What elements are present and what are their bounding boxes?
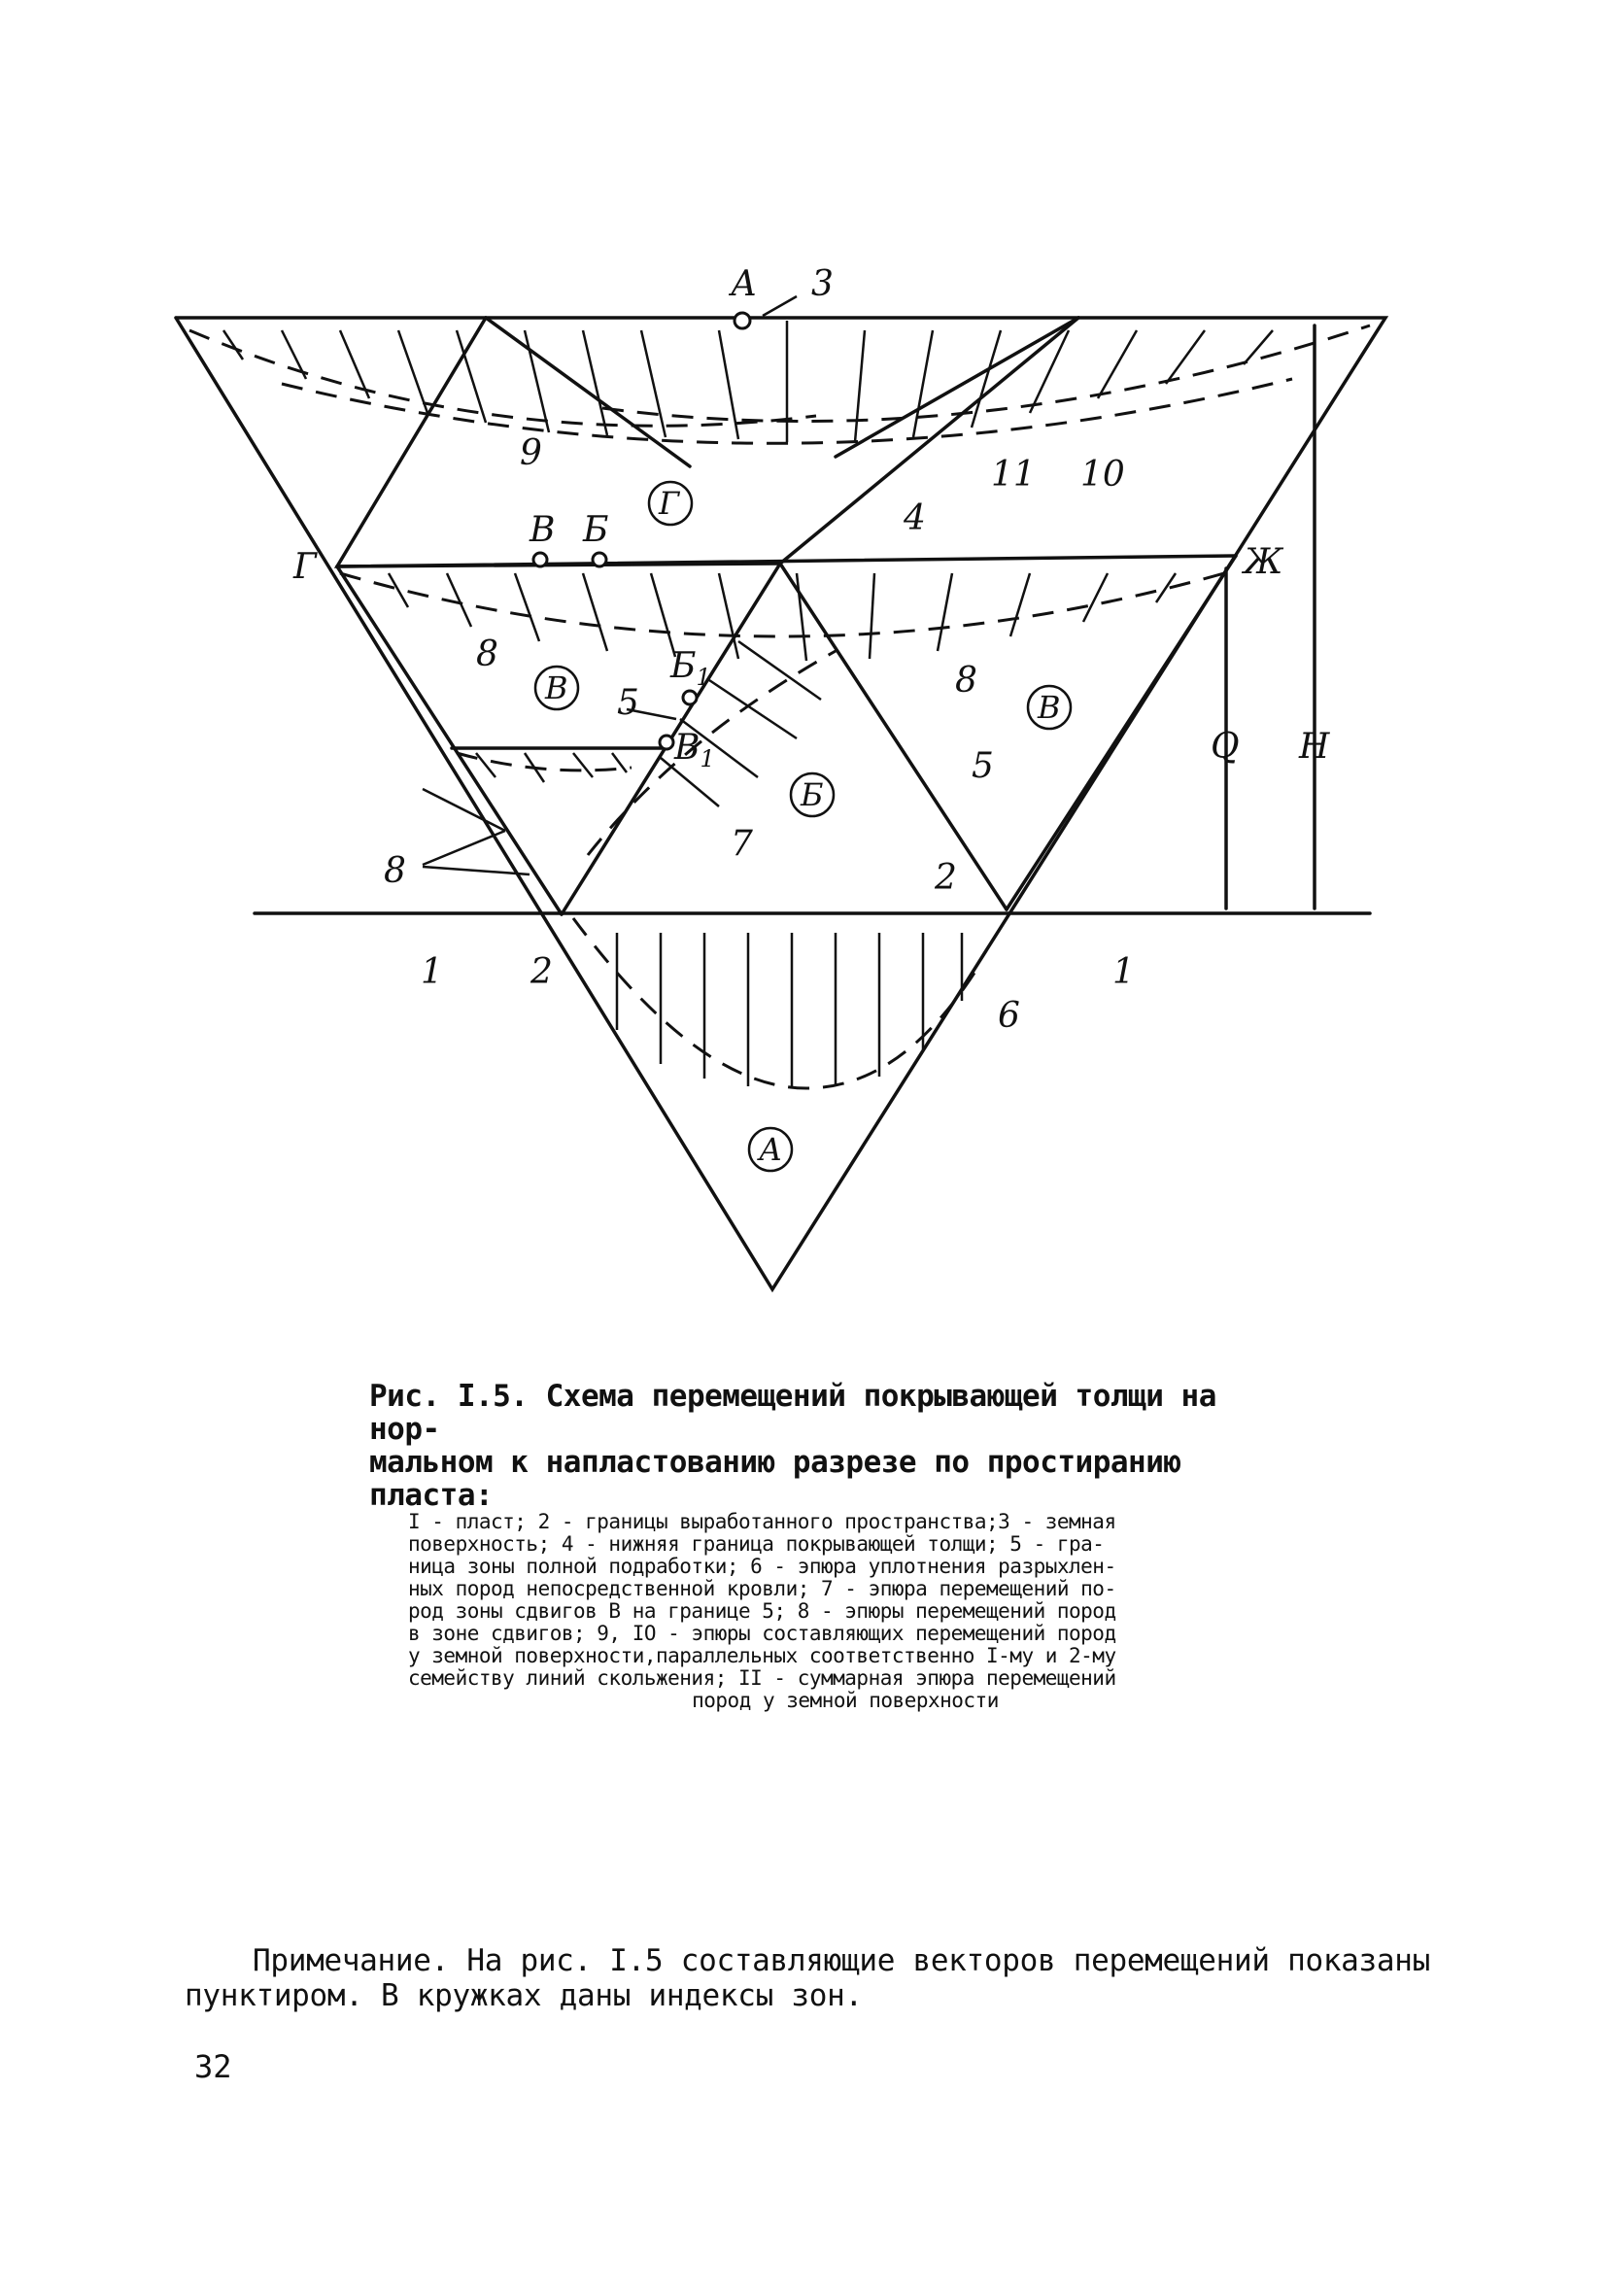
label-6: 6	[998, 996, 1020, 1036]
label-8-right: 8	[955, 661, 977, 701]
point-v-marker	[533, 553, 547, 566]
label-8-left: 8	[476, 634, 498, 674]
boundary-5-right	[780, 564, 1007, 909]
legend-line: род зоны сдвигов В на границе 5; 8 - эпюры перемещений пород	[408, 1599, 1116, 1623]
caption-line-2: мальном к напластованию разрезе по простиранию пласта:	[369, 1445, 1181, 1513]
label-point-v: В	[530, 510, 556, 550]
label-point-g: Г	[293, 547, 317, 587]
zone-label-v-left: В	[545, 669, 568, 706]
label-5-left: 5	[617, 683, 639, 723]
label-10: 10	[1080, 455, 1125, 495]
label-point-b1: $Б_1$	[670, 646, 711, 691]
label-2-right: 2	[935, 858, 957, 898]
label-8-group: 8	[384, 851, 406, 891]
point-v1-marker	[660, 736, 673, 749]
zone-label-g: Г	[659, 485, 680, 522]
point-a-marker	[735, 313, 750, 328]
label-point-b1-sub: 1	[696, 664, 711, 691]
zone-b-outer-lines	[337, 566, 562, 914]
epure-10	[602, 326, 1370, 422]
zone-label-b: Б	[801, 776, 824, 813]
zone-label-a: А	[759, 1131, 783, 1168]
label-9: 9	[520, 433, 542, 473]
legend-line: семейству линий скольжения; II - суммарная эпюра перемещений	[408, 1666, 1116, 1690]
label-7: 7	[731, 824, 753, 864]
label-q: Q	[1211, 727, 1240, 767]
label-point-v1-sub: 1	[700, 745, 715, 772]
label-5-right: 5	[972, 746, 994, 786]
legend-line: поверхность; 4 - нижняя граница покрывающей толщи; 5 - гра-	[408, 1532, 1105, 1556]
label-point-zh: Ж	[1244, 542, 1283, 582]
point-b1-marker	[683, 691, 697, 704]
legend-line: ных пород непосредственной кровли; 7 - эпюра перемещений по-	[408, 1577, 1116, 1600]
zone-label-v-right: В	[1038, 689, 1061, 726]
legend-line: у земной поверхности,параллельных соответственно I-му и 2-му	[408, 1644, 1116, 1667]
label-point-v1: $В_1$	[674, 728, 715, 772]
label-point-a: А	[731, 264, 758, 304]
legend-line: в зоне сдвигов; 9, IO - эпюры составляющих перемещений пород	[408, 1622, 1116, 1645]
figure-caption	[369, 1380, 1292, 1512]
figure-legend	[408, 1511, 1282, 1712]
page-number: 32	[194, 2048, 232, 2085]
legend-line: пород у земной поверхности	[692, 1689, 999, 1712]
legend-line: ница зоны полной подработки; 6 - эпюра уплотнения разрыхлен-	[408, 1555, 1116, 1578]
label-11: 11	[991, 455, 1036, 495]
label-1-right: 1	[1112, 952, 1135, 992]
label-point-b: Б	[583, 510, 609, 550]
caption-line-1: Рис. I.5. Схема перемещений покрывающей толщи на нор-	[369, 1379, 1216, 1447]
label-1-left: 1	[421, 952, 443, 992]
point-b-marker	[593, 553, 606, 566]
label-4: 4	[904, 498, 926, 538]
label-2-left: 2	[530, 952, 553, 992]
label-h: H	[1299, 727, 1330, 767]
label-3: 3	[811, 264, 834, 304]
zone-b-apex-right	[1007, 556, 1236, 909]
zone-g-inner-a	[486, 318, 690, 466]
legend-line: I - пласт; 2 - границы выработанного пространства;3 - земная	[408, 1510, 1116, 1533]
note-paragraph: Примечание. На рис. I.5 составляющие векторов перемещений показаны пунктиром. В кружках даны индексы зон.	[185, 1943, 1430, 2013]
